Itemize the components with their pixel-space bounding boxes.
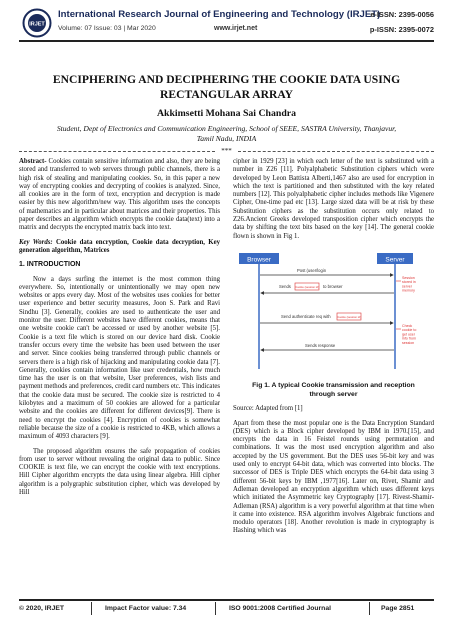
pissn: p-ISSN: 2395-0072 (369, 25, 434, 34)
journal-title: International Research Journal of Engineering and Technology (IRJET) (58, 9, 381, 20)
journal-website-link[interactable]: www.irjet.net (214, 25, 258, 32)
arrow1-label: Post (user/login (297, 267, 327, 273)
header-rule (19, 40, 434, 42)
arrow2-cookie-label: Cookie (session id) (295, 284, 319, 289)
journal-header (0, 0, 453, 58)
arrow3-cookie-label: Cookie (session id) (337, 314, 361, 319)
footer-impact-factor: Impact Factor value: 7.34 (105, 605, 187, 612)
footer-separator-2 (215, 602, 216, 615)
server-label: Server (385, 256, 405, 264)
keywords-label: Key Words: (19, 238, 53, 246)
title-line-1: ENCIPHERING AND DECIPHERING THE COOKIE DATA USING (52, 73, 401, 86)
arrow3-prefix: Send authenticate req with (281, 313, 331, 319)
browser-label: Browser (247, 256, 271, 264)
section-divider (19, 147, 434, 155)
arrow4-label: Sends response (305, 342, 336, 348)
logo-text: IRJET (29, 21, 45, 28)
divider-dash-right (238, 151, 434, 152)
title-line-2: RECTANGULAR ARRAY (159, 88, 294, 101)
note-check-cookie: Check cookie to get user info from session (402, 323, 417, 345)
keywords-text: Cookie data encryption, Cookie data decryption, Key generation algorithm, Matrices (19, 238, 220, 254)
keywords-paragraph (19, 239, 220, 256)
arrow2-suffix: to browser (323, 283, 343, 289)
intro-paragraph-1: Now a days surfing the internet is the most common thing everywhere. So, intentionally or unintentionally we may open new websites or apps every day. Most of the websites uses cookies for better user experience and better security measures, Joon S. Park and Ravi Sindhu [3]. Generally, cookies are used to authenticate the user and monitor the user. Different websites have different cookies, means that one website cookie can't be accessed or used by another website [5]. Cookie is a text file which is stored on our device hard disk. Cookie transfer occurs every time the website has been used between the user and server. Since cookies being transferred through public channels or servers there is a high risk of hijacking and manipulating cookie data [7]. Generally, cookies contain information like user credentials, how much time has the user is on that website, User preferences, wish lists and payment methods and preferences, credit card numbers etc. This indicates that the cookie data must be secured. The cookie size is restricted to 4 kilobytes and a maximum of 50 cookies are allowed for a particular website and the cookies are different for different devices[9]. There is need to encrypt the cookies [4]. Encryption of cookies is somewhat reliable because the size of a cookie is restricted to 4KB, which allows a maximum of 4093 characters [9]. (19, 275, 220, 441)
author-name: Akkimsetti Mohana Sai Chandra (156, 108, 297, 119)
volume-info: Volume: 07 Issue: 03 | Mar 2020 (58, 25, 156, 32)
note-session-stored: Session stored in server memory (402, 275, 416, 293)
figure-caption (233, 382, 434, 399)
abstract-label: Abstract- (19, 158, 47, 165)
footer-rule (19, 599, 434, 601)
abstract-paragraph (19, 158, 220, 233)
figure-caption-line-1: Fig 1. A typical Cookie transmission and reception (252, 382, 415, 390)
footer-page-number: Page 2851 (381, 605, 415, 612)
author-affiliation (30, 124, 423, 144)
arrow2-prefix: Sends (279, 283, 291, 289)
footer-iso: ISO 9001:2008 Certified Journal (229, 605, 331, 612)
abstract-text: Cookies contain sensitive information and also, they are being stored and transferred to web servers through public channels, there is a high risk of stealing and manipulating cookies. So, in this paper a new way of encrypting cookies and decrypting of cookies is analyzed. Since, all cookies are in the form of text, encryption and decryption is made easier by this new algorithm/new way. This algorithm uses the concepts of mathematics and in particular about matrices and their properties. This paper describes an algorithm which encrypts the cookie data(text) into a matrix and decrypts the encrypted matrix back into text. (19, 158, 220, 232)
left-column (19, 158, 220, 503)
right-column (233, 158, 434, 542)
cookie-flow-figure (233, 251, 434, 371)
figure-caption-line-2: through server (309, 390, 358, 398)
footer-separator-3 (369, 602, 370, 615)
irjet-logo-icon (22, 8, 52, 38)
footer-copyright: © 2020, IRJET (19, 605, 65, 612)
figure-source: Source: Adapted from [1] (233, 405, 303, 413)
divider-marker: *** (221, 147, 232, 155)
right-paragraph-2: Apart from these the most popular one is the Data Encryption Standard (DES) which is a Block cipher developed by IBM in 1970.[15], and encrypts the data in 16 Feistel rounds using permutation and combinations. It was the most used encryption algorithm and also accepted by the US government. But the DES uses 56-bit key and was used only to encrypt 64-bit data, which was converted into blocks. The successor of DES is Triple DES which encrypts the 64-bit data using 3 different 56-bit keys by IBM ,1977[16]. Later on, Rivet, Shamir and Adleman developed an encryption algorithm which uses different keys which initiated the Asymmetric key Cryptography [17]. Rivest-Shamir-Adleman (RSA) algorithm is a very powerful algorithm at that time when it came into existence. RSA algorithm involves Algebraic functions and modulo operators [18]. Another revolution is made in cryptography is Hashing which was (233, 419, 434, 535)
section-heading-introduction: 1. INTRODUCTION (19, 261, 81, 269)
right-paragraph-1: cipher in 1929 [23] in which each letter of the text is substituted with a number in Z26 [11]. Polyalphabetic Substitution ciphers which were developed by Leon Battista Alberti,1467 also are used for encryption in which the text is partitioned and then substituted with the key related numbers [12]. This polyalphabetic cipher includes methods like Vigenere Cipher, One-time pad etc [13]. Large sized data will be at risk by these Substitution ciphers as the substitution occurs only related to Z26.Ancient Greeks developed transposition cipher which encrypts the data by shifting the text bits based on the key [14]. The general cookie flown is shown in Fig 1. (233, 158, 434, 240)
paper-title (30, 72, 423, 102)
footer-separator-1 (91, 602, 92, 615)
intro-paragraph-2: The proposed algorithm ensures the safe propagation of cookies from user to server without revealing the original data to public. Since COOKIE is text file, we can encrypt the cookie with text encryptions. Hill Cipher algorithm encrypts the data using linear algebra. Hill cipher algorithm is a polygraphic substitution cipher, which was developed by Hill (19, 447, 220, 496)
affiliation-line-2: Tamil Nadu, INDIA (196, 134, 257, 143)
affiliation-line-1: Student, Dept of Electronics and Communication Engineering, School of SEEE, SASTRA University, Thanjavur, (56, 124, 397, 133)
eissn: e-ISSN: 2395-0056 (370, 10, 434, 19)
